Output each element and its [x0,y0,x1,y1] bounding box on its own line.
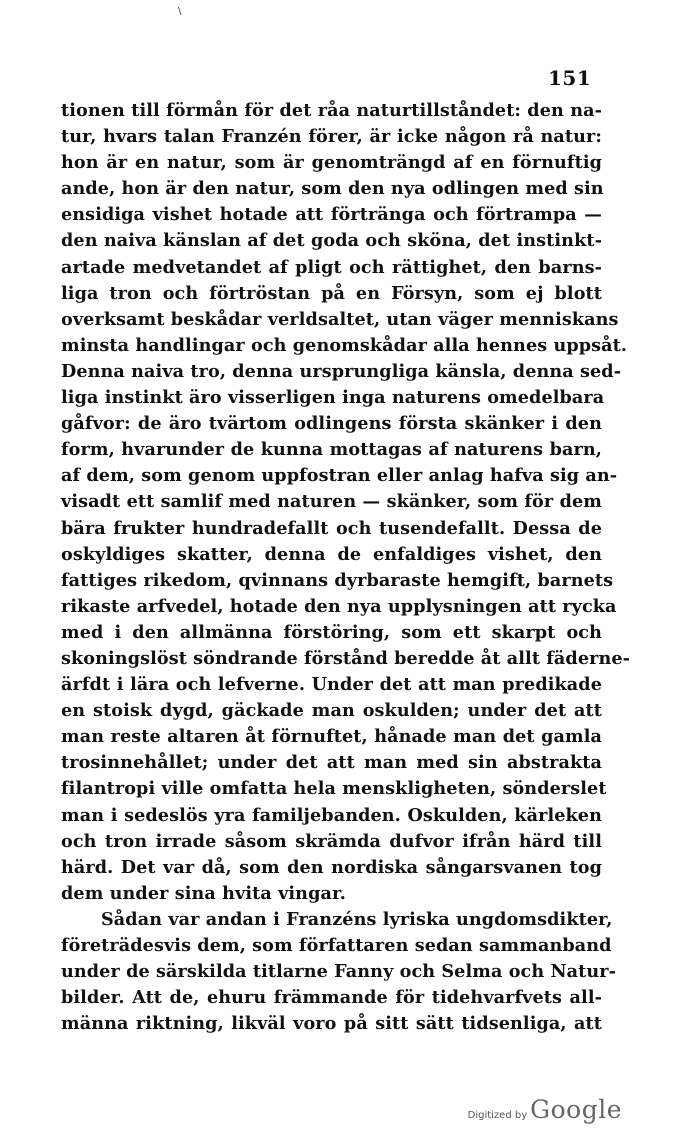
text-line: och tron irrade såsom skrämda dufvor ifrån härd till [61,830,602,852]
text-line: företrädesvis dem, som författaren sedan sammanband [61,935,612,956]
text-line: man reste altaren åt förnuftet, hånade man det gamla [61,726,602,748]
digitized-watermark [468,1095,622,1124]
text-line: man i sedeslös yra familjebanden. Oskulden, kärleken [61,804,602,826]
text-line: filantropi ville omfatta hela menskligheten, sönderslet [61,778,607,800]
print-speck: \ [178,6,182,17]
text-line: artade medvetandet af pligt och rättighet, den barns- [61,256,602,278]
text-line: tur, hvars talan Franzén förer, är icke någon rå natur: [61,126,602,148]
text-line: fattiges rikedom, qvinnans dyrbaraste hemgift, barnets [61,569,614,591]
body-text [61,98,631,1037]
text-line: bilder. Att de, ehuru främmande för tidehvarfvets all- [61,987,602,1009]
text-line: tionen till förmån för det råa naturtillståndet: den na- [61,100,602,121]
text-line: gåfvor: de äro tvärtom odlingens första skänker i den [61,413,602,435]
page-number: 151 [548,66,592,90]
text-line: med i den allmänna förstöring, som ett skarpt och [61,621,602,643]
text-line: Denna naiva tro, denna ursprungliga känsla, denna sed- [61,360,622,382]
text-line: af dem, som genom uppfostran eller anlag hafva sig an- [61,465,618,487]
text-line: overksamt beskådar verldsaltet, utan väger menniskans [61,308,619,330]
text-line: hon är en natur, som är genomträngd af en förnuftig [61,152,602,174]
text-line: bära frukter hundradefallt och tusendefallt. Dessa de [61,517,602,539]
text-line: ensidiga vishet hotade att förtränga och förtrampa — [61,204,602,226]
text-line: trosinnehållet; under det att man med sin abstrakta [61,752,602,774]
text-line: liga instinkt äro visserligen inga naturens omedelbara [61,387,605,409]
watermark-prefix: Digitized by [467,1110,528,1121]
text-line: oskyldiges skatter, denna de enfaldiges vishet, den [61,543,602,565]
text-line: liga tron och förtröstan på en Försyn, som ej blott [61,282,602,304]
text-line: ärfdt i lära och lefverne. Under det att man predikade [61,674,602,696]
text-line: form, hvarunder de kunna mottagas af naturens barn, [61,439,602,461]
text-line: under de särskilda titlarne Fanny och Selma och Natur- [61,961,617,983]
text-line: härd. Det var då, som den nordiska sångarsvanen tog [61,856,602,878]
google-logo: Google [530,1095,622,1124]
paragraph-start-line: Sådan var andan i Franzéns lyriska ungdomsdikter, [101,908,613,930]
paragraph-end-line: dem under sina hvita vingar. [61,882,346,904]
text-line: den naiva känslan af det goda och sköna, det instinkt- [61,230,602,252]
text-line: ande, hon är den natur, som den nya odlingen med sin [61,178,604,200]
text-line: skoningslöst söndrande förstånd beredde åt allt fäderne- [61,647,631,669]
text-line: en stoisk dygd, gäckade man oskulden; under det att [61,700,602,722]
text-line: visadt ett samlif med naturen — skänker, som för dem [61,491,602,513]
text-line: männa riktning, likväl voro på sitt sätt tidsenliga, att [61,1013,602,1035]
text-line: rikaste arfvedel, hotade den nya upplysningen att rycka [61,595,617,617]
text-line: minsta handlingar och genomskådar alla hennes uppsåt. [61,334,628,356]
